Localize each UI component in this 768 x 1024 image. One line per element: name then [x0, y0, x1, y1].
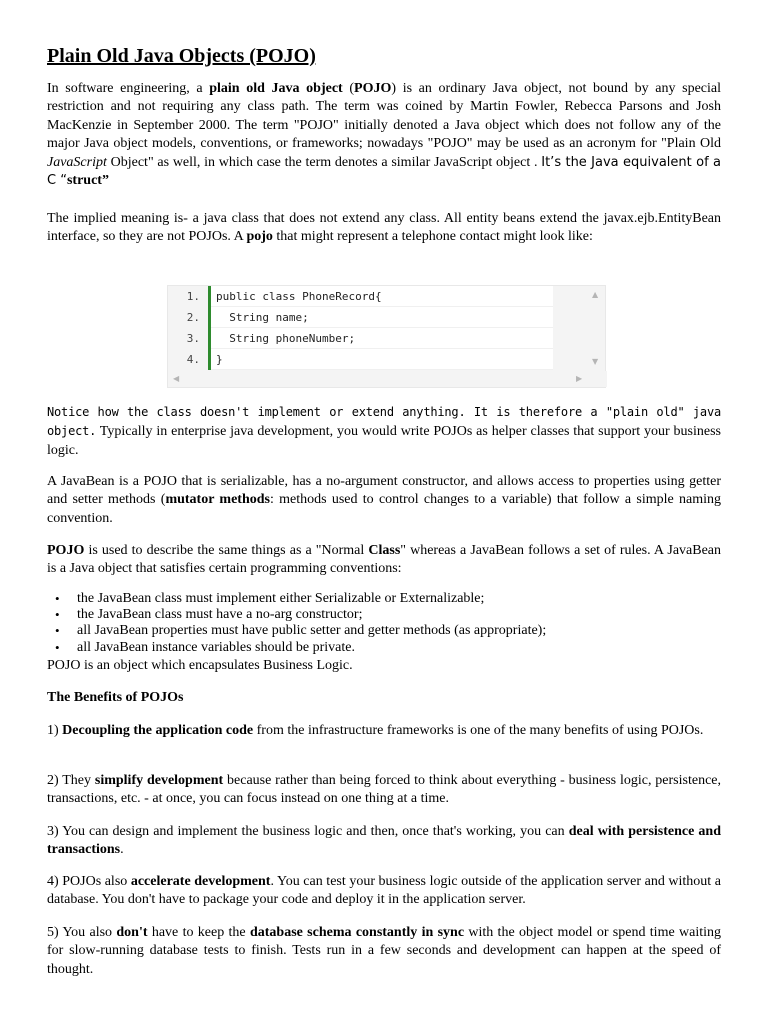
code-line: String name;	[211, 307, 553, 328]
benefit-item	[47, 722, 721, 740]
benefit-prefix: 1)	[47, 723, 63, 738]
benefit-bold: simplify development	[94, 773, 224, 788]
line-number: 3.	[186, 332, 200, 345]
benefit-text: .	[120, 842, 124, 858]
intro-bold-acronym: POJO	[354, 81, 392, 96]
code-lines	[211, 286, 553, 370]
javabean-rules-list	[47, 591, 721, 656]
code-block	[167, 285, 606, 388]
line-number: 4.	[186, 353, 200, 366]
list-item	[47, 591, 721, 607]
intro-struct-sentence: It’s the Java equivalent of a C “	[47, 154, 721, 189]
notice-text: Typically in enterprise java development, you would write POJOs as helper classes that support your business logic.	[47, 424, 721, 458]
intro-paragraph	[47, 80, 721, 190]
implied-bold-pojo: pojo	[246, 229, 273, 245]
list-item	[47, 623, 721, 639]
benefit-bold: Decoupling the application code	[62, 723, 254, 738]
list-item	[47, 640, 721, 656]
benefit-text-mid: have to keep the	[147, 925, 250, 940]
list-item-text: the JavaBean class must have a no-arg constructor;	[77, 607, 363, 623]
implied-paragraph	[47, 210, 721, 247]
intro-text-4: Object" as well, in which case the term denotes a similar JavaScript object .	[106, 154, 542, 170]
horizontal-scrollbar[interactable]	[168, 371, 607, 387]
pojo-desc-text-1: is used to describe the same things as a "Normal	[84, 543, 369, 558]
list-item	[47, 607, 721, 623]
implied-text-2: that might represent a telephone contact might look like:	[272, 229, 593, 245]
pojo-description-paragraph	[47, 542, 721, 579]
javabean-bold-mutator: mutator methods	[165, 492, 270, 508]
benefit-text: from the infrastructure frameworks is one of the many benefits of using POJOs.	[253, 723, 704, 738]
benefit-prefix: 5) You also	[47, 925, 117, 940]
bullet-icon: •	[55, 607, 60, 623]
vertical-scrollbar[interactable]	[587, 286, 605, 372]
benefit-bold-2: database schema constantly in sync	[249, 925, 465, 940]
pojo-bold: POJO	[47, 543, 85, 558]
benefit-item	[47, 924, 721, 979]
benefit-item	[47, 772, 721, 809]
line-number: 2.	[186, 311, 200, 324]
benefit-item	[47, 873, 721, 910]
line-number-gutter	[168, 286, 210, 373]
code-line: }	[211, 349, 553, 370]
line-number: 1.	[186, 290, 200, 303]
benefit-prefix: 3) You can design and implement the business logic and then, once that's working, you can	[47, 824, 569, 839]
benefit-prefix: 4) POJOs also	[47, 874, 131, 889]
benefits-heading: The Benefits of POJOs	[47, 690, 184, 705]
pojo-desc-text-2: " whereas a JavaBean follows a set of rules. A JavaBean is a Java object that satisfies certain programming conventions:	[47, 543, 722, 577]
benefit-bold: don't	[116, 925, 148, 940]
list-item-text: the JavaBean class must implement either Serializable or Externalizable;	[77, 591, 485, 606]
intro-text-1: In software engineering, a	[47, 81, 210, 96]
scroll-up-arrow-icon[interactable]: ▲	[592, 290, 599, 299]
benefit-item	[47, 823, 721, 860]
scroll-left-arrow-icon[interactable]: ◀	[173, 374, 180, 383]
intro-italic-javascript: JavaScript	[47, 154, 107, 170]
notice-paragraph	[47, 403, 721, 460]
intro-text-2: (	[342, 81, 355, 96]
notice-mono-text: Notice how the class doesn't implement or extend anything. It is therefore a "plain old" java object.	[47, 405, 721, 439]
benefit-text: with the object model or spend time waiting for slow-running database tests to finish. Tests run in a few seconds and development can happen at the speed of thought.	[47, 925, 721, 977]
list-item-text: all JavaBean instance variables should be private.	[77, 639, 355, 655]
page-title: Plain Old Java Objects (POJO)	[47, 45, 316, 67]
bullet-icon: •	[55, 591, 60, 606]
benefit-text: . You can test your business logic outside of the application server and without a database. You don't have to package your code and deploy it in the application server.	[47, 874, 721, 908]
benefit-bold: accelerate development	[130, 874, 271, 889]
class-bold: Class	[368, 543, 401, 558]
scroll-right-arrow-icon[interactable]: ▶	[576, 374, 583, 383]
bullet-icon: •	[55, 639, 60, 655]
benefit-bold: deal with persistence and transactions	[47, 824, 722, 858]
intro-bold-struct: struct”	[66, 173, 109, 189]
implied-text-1: The implied meaning is- a java class that does not extend any class. All entity beans extend the javax.ejb.EntityBean interface, so they are not POJOs. A	[47, 211, 721, 245]
intro-text-3: ) is an ordinary Java object, not bound by any special restriction and not requiring any class path. The term was coined by Martin Fowler, Rebecca Parsons and Josh MacKenzie in September 2000. The term "POJO" initially denoted a Java object which does not follow any of the major Java object models, conventions, or frameworks; nowadays "POJO" may be used as an acronym for "Plain Old	[47, 81, 721, 152]
javabean-text-2: : methods used to control changes to a variable) that follow a simple naming convention.	[47, 492, 722, 526]
benefit-text: because rather than being forced to think about everything - business logic, persistence, transactions, etc. - at once, you can focus instead on one thing at a time.	[47, 773, 721, 807]
javabean-paragraph	[47, 473, 721, 528]
javabean-text-1: A JavaBean is a POJO that is serializable, has a no-argument constructor, and allows access to properties using getter and setter methods (	[47, 474, 721, 508]
scroll-down-arrow-icon[interactable]: ▼	[592, 357, 599, 366]
pojo-business-paragraph: POJO is an object which encapsulates Business Logic.	[47, 658, 353, 673]
benefit-prefix: 2) They	[47, 773, 95, 788]
intro-bold-term: plain old Java object	[209, 81, 343, 96]
code-line: public class PhoneRecord{	[211, 286, 553, 307]
list-item-text: all JavaBean properties must have public setter and getter methods (as appropriate);	[77, 623, 547, 639]
code-line: String phoneNumber;	[211, 328, 553, 349]
bullet-icon: •	[55, 623, 60, 639]
